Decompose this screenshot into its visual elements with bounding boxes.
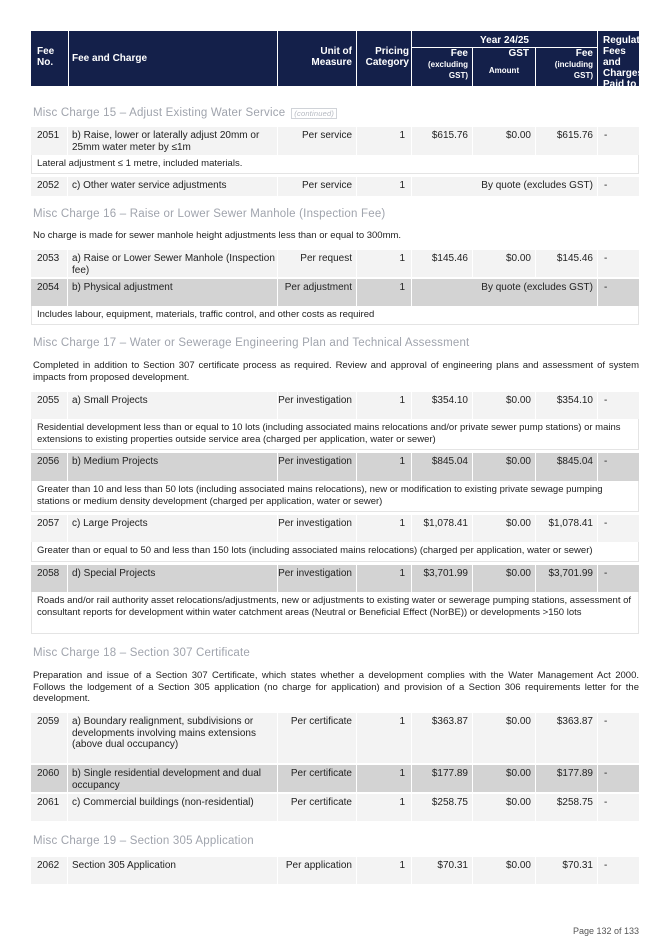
section-intro: Preparation and issue of a Section 307 Certificate, which states whether a development complies with the Water Management Act 2000. Follows the lodgement of a Section 305 application (no charge for application) and provision of a Section 306 requirements letter for the development. bbox=[33, 670, 639, 704]
row-note: Greater than or equal to 50 and less than 150 lots (including associated mains relocations) (charged per application, water or sewer) bbox=[31, 542, 639, 562]
table-row: 2060 b) Single residential development and dual occupancy Per certificate 1 $177.89 $0.00 $177.89 - bbox=[31, 765, 639, 792]
table-row: 2053 a) Raise or Lower Sewer Manhole (Inspection fee) Per request 1 $145.46 $0.00 $145.46 - bbox=[31, 250, 639, 277]
table-row: 2054 b) Physical adjustment Per adjustment 1 By quote (excludes GST) - bbox=[31, 279, 639, 306]
table-row: 2051 b) Raise, lower or laterally adjust 20mm or 25mm water meter by ≤1m Per service 1 $615.76 $0.00 $615.76 - bbox=[31, 127, 639, 155]
table-row: 2062 Section 305 Application Per application 1 $70.31 $0.00 $70.31 - bbox=[31, 857, 639, 884]
section-title-misc-18: Misc Charge 18 – Section 307 Certificate bbox=[33, 647, 251, 659]
table-row: 2058 d) Special Projects Per investigation 1 $3,701.99 $0.00 $3,701.99 - bbox=[31, 565, 639, 592]
section-title-misc-17: Misc Charge 17 – Water or Sewerage Engineering Plan and Technical Assessment bbox=[33, 337, 470, 349]
header-pricing: Pricing Category bbox=[365, 46, 409, 68]
table-row: 2056 b) Medium Projects Per investigation 1 $845.04 $0.00 $845.04 - bbox=[31, 453, 639, 481]
table-row: 2059 a) Boundary realignment, subdivisions or developments involving mains extensions (above dual occupancy) Per certificate 1 $363.87 $0.00 $363.87 - bbox=[31, 713, 639, 763]
row-note: Residential development less than or equal to 10 lots (including associated mains relocations and/or private sewer pump stations) or mains extensions to existing properties outside service area (charged per application, water or sewer) bbox=[31, 419, 639, 450]
table-row: 2052 c) Other water service adjustments Per service 1 By quote (excludes GST) - bbox=[31, 177, 639, 196]
header-fee-incl: Fee bbox=[575, 48, 593, 59]
continued-label: (continued) bbox=[291, 108, 337, 119]
row-note: Roads and/or rail authority asset relocations/adjustments, new or adjustments to existing water or sewerage pumping stations, assessment of consultant reports for development within water catchment areas (Neutral or Beneficial Effect (NorBE)) or developments >150 lots bbox=[31, 592, 639, 634]
table-row: 2061 c) Commercial buildings (non-residential) Per certificate 1 $258.75 $0.00 $258.75 - bbox=[31, 794, 639, 821]
header-fee-no: Fee No. bbox=[37, 46, 55, 68]
header-year: Year 24/25 bbox=[480, 35, 529, 46]
section-intro: Completed in addition to Section 307 certificate process as required. Review and approval of engineering plans and assessment of system impacts from proposed development. bbox=[33, 360, 639, 383]
page-number: Page 132 of 133 bbox=[572, 926, 639, 936]
header-unit: Unit of Measure bbox=[311, 46, 352, 68]
header-fee-excl-sub: (excluding GST) bbox=[427, 60, 468, 80]
header-gst-sub: Amount bbox=[488, 66, 520, 75]
table-row: 2055 a) Small Projects Per investigation 1 $354.10 $0.00 $354.10 - bbox=[31, 392, 639, 419]
table-row: 2057 c) Large Projects Per investigation 1 $1,078.41 $0.00 $1,078.41 - bbox=[31, 515, 639, 542]
header-fee-excl: Fee bbox=[450, 48, 468, 59]
row-note: Includes labour, equipment, materials, traffic control, and other costs as required bbox=[31, 306, 639, 325]
header-fee-incl-sub: (including GST) bbox=[554, 60, 593, 80]
section-title-misc-15: Misc Charge 15 – Adjust Existing Water Service (continued) bbox=[33, 107, 337, 119]
row-note: Greater than 10 and less than 50 lots (including associated mains relocations), new or modification to existing private sewage pumping stations or medium density development (charged per application, water or sewer) bbox=[31, 481, 639, 512]
section-title-misc-19: Misc Charge 19 – Section 305 Application bbox=[33, 835, 254, 847]
table-header bbox=[31, 31, 656, 90]
section-title-misc-16: Misc Charge 16 – Raise or Lower Sewer Manhole (Inspection Fee) bbox=[33, 208, 386, 220]
header-gst: GST bbox=[508, 48, 529, 59]
header-fee-and-charge: Fee and Charge bbox=[72, 53, 148, 64]
header-regulatory: Regulatory Fees and Charges Paid to bbox=[603, 35, 656, 90]
section-intro: No charge is made for sewer manhole height adjustments less than or equal to 300mm. bbox=[33, 230, 402, 241]
row-note: Lateral adjustment ≤ 1 metre, included materials. bbox=[31, 155, 639, 174]
